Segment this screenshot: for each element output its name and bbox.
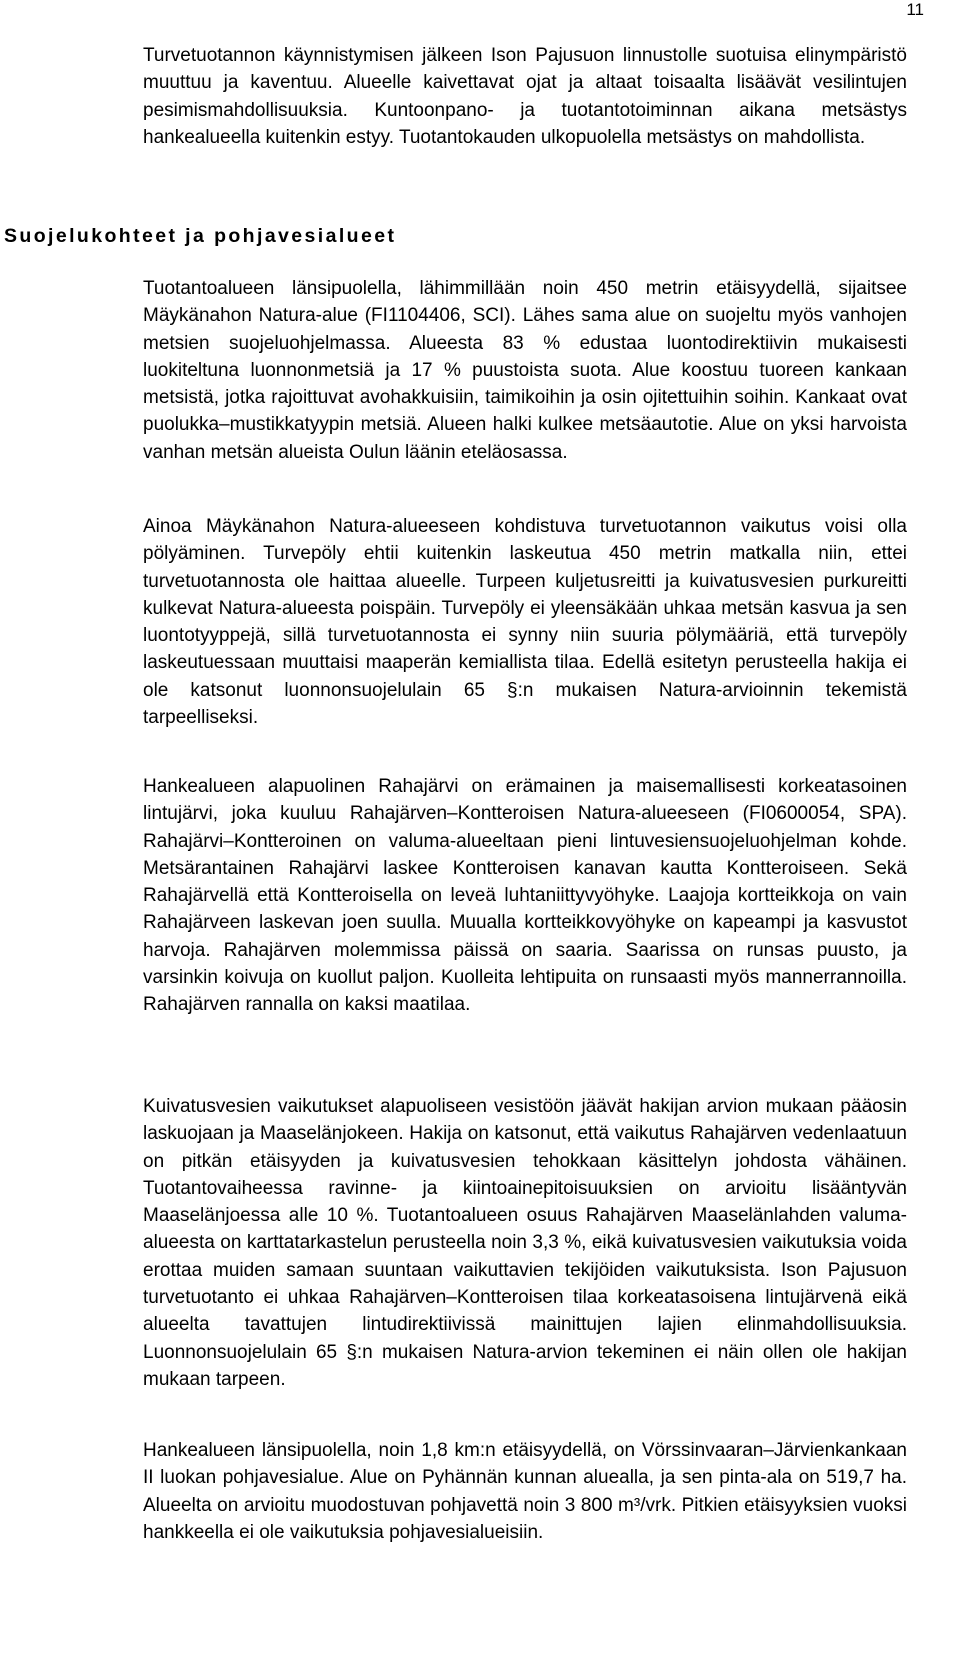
paragraph-dust-impact: Ainoa Mäykänahon Natura-alueeseen kohdistuva turvetuotannon vaikutus voisi olla pölyäminen. Turvepöly ehtii kuitenkin laskeutua 450 metrin matkalla niin, ettei turvetuotannosta ole haittaa alueelle. Turpeen kuljetusreitti ja kuivatusvesien purkureitti kulkevat Natura-alueesta poispäin. Turvepöly ei yleensäkään uhkaa metsän kasvua ja sen luontotyyppejä, sillä turvetuotannosta ei synny niin suuria pölymääriä, että turvepöly laskeutuessaan muuttaisi maaperän kemiallista tilaa. Edellä esitetyn perusteella hakija ei ole katsonut luonnonsuojelulain 65 §:n mukaisen Natura-arvioinnin tekemistä tarpeelliseksi. xyxy=(143,516,907,729)
paragraph-rahajarvi: Hankealueen alapuolinen Rahajärvi on erämainen ja maisemallisesti korkeatasoinen lintujärvi, joka kuuluu Rahajärven–Kontteroisen Natura-alueeseen (FI0600054, SPA). Rahajärvi–Kontteroinen on valuma-alueeltaan pieni lintuvesiensuojeluohjelman kohde. Metsärantainen Rahajärvi laskee Kontteroisen kanavan kautta Kontteroiseen. Sekä Rahajärvellä että Kontteroisella on leveä luhtaniittyvyöhyke. Laajoja kortteikkoja on vain Rahajärveen laskevan joen suulla. Muualla kortteikkovyöhyke on kapeampi ja kasvustot harvoja. Rahajärven molemmissa päissä on saaria. Saarissa on runsas puusto, ja varsinkin koivuja on kuollut paljon. Kuolleita lehtipuita on runsaasti myös mannerrannoilla. Rahajärven rannalla on kaksi maatilaa. xyxy=(143,776,907,1016)
paragraph-maykanaho-natura: Tuotantoalueen länsipuolella, lähimmillään noin 450 metrin etäisyydellä, sijaitsee Mäykänahon Natura-alue (FI1104406, SCI). Lähes sama alue on suojeltu myös vanhojen metsien suojeluohjelmassa. Alueesta 83 % edustaa luontodirektiivin mukaisesti luokiteltuna luonnonmetsiä ja 17 % puustoista suota. Alue koostuu tuoreen kankaan metsistä, jotka rajoittuvat avohakkuisiin, taimikoihin ja osin ojitettuihin soihin. Kankaat ovat puolukka–mustikkatyypin metsiä. Alueen halki kulkee metsäautotie. Alue on yksi harvoista vanhan metsän alueista Oulun läänin eteläosassa. xyxy=(143,278,907,463)
paragraph-bird-habitat: Turvetuotannon käynnistymisen jälkeen Ison Pajusuon linnustolle suotuisa elinympäristö muuttuu ja kaventuu. Alueelle kaivettavat ojat ja altaat toisaalta lisäävät vesilintujen pesimismahdollisuuksia. Kuntoonpano- ja tuotantotoiminnan aikana metsästys hankealueella kuitenkin estyy. Tuotantokauden ulkopuolella metsästys on mahdollista. xyxy=(143,45,907,148)
section-heading: Suojelukohteet ja pohjavesialueet xyxy=(4,225,397,247)
paragraph-drainage-water: Kuivatusvesien vaikutukset alapuoliseen vesistöön jäävät hakijan arvion mukaan pääosin laskuojaan ja Maaselänjokeen. Hakija on katsonut, että vaikutus Rahajärven vedenlaatuun on pitkän etäisyyden ja kuivatusvesien tehokkaan käsittelyn johdosta vähäinen. Tuotantovaiheessa ravinne- ja kiintoainepitoisuuksien on arvioitu lisääntyvän Maaselänjoessa alle 10 %. Tuotantoalueen osuus Rahajärven Maaselänlahden valuma-alueesta on karttatarkastelun perusteella noin 3,3 %, eikä kuivatusvesien vaikutuksia voida erottaa muiden samaan suuntaan vaikuttavien tekijöiden vaikutuksista. Ison Pajusuon turvetuotanto ei uhkaa Rahajärven–Kontteroisen tilaa korkeatasoisena lintujärvenä eikä alueelta tavattujen lintudirektiivissä mainittujen lajien elinmahdollisuuksia. Luonnonsuojelulain 65 §:n mukaisen Natura-arvion tekeminen ei näin ollen ole hakijan mukaan tarpeen. xyxy=(143,1096,907,1390)
paragraph-groundwater: Hankealueen länsipuolella, noin 1,8 km:n etäisyydellä, on Vörssinvaaran–Järvienkankaan II luokan pohjavesialue. Alue on Pyhännän kunnan aluealla, ja sen pinta-ala on 519,7 ha. Alueelta on arvioitu muodostuvan pohjavettä noin 3 800 m³/vrk. Pitkien etäisyyksien vuoksi hankkeella ei ole vaikutuksia pohjavesialueisiin. xyxy=(143,1440,907,1543)
page-number: 11 xyxy=(906,0,924,19)
